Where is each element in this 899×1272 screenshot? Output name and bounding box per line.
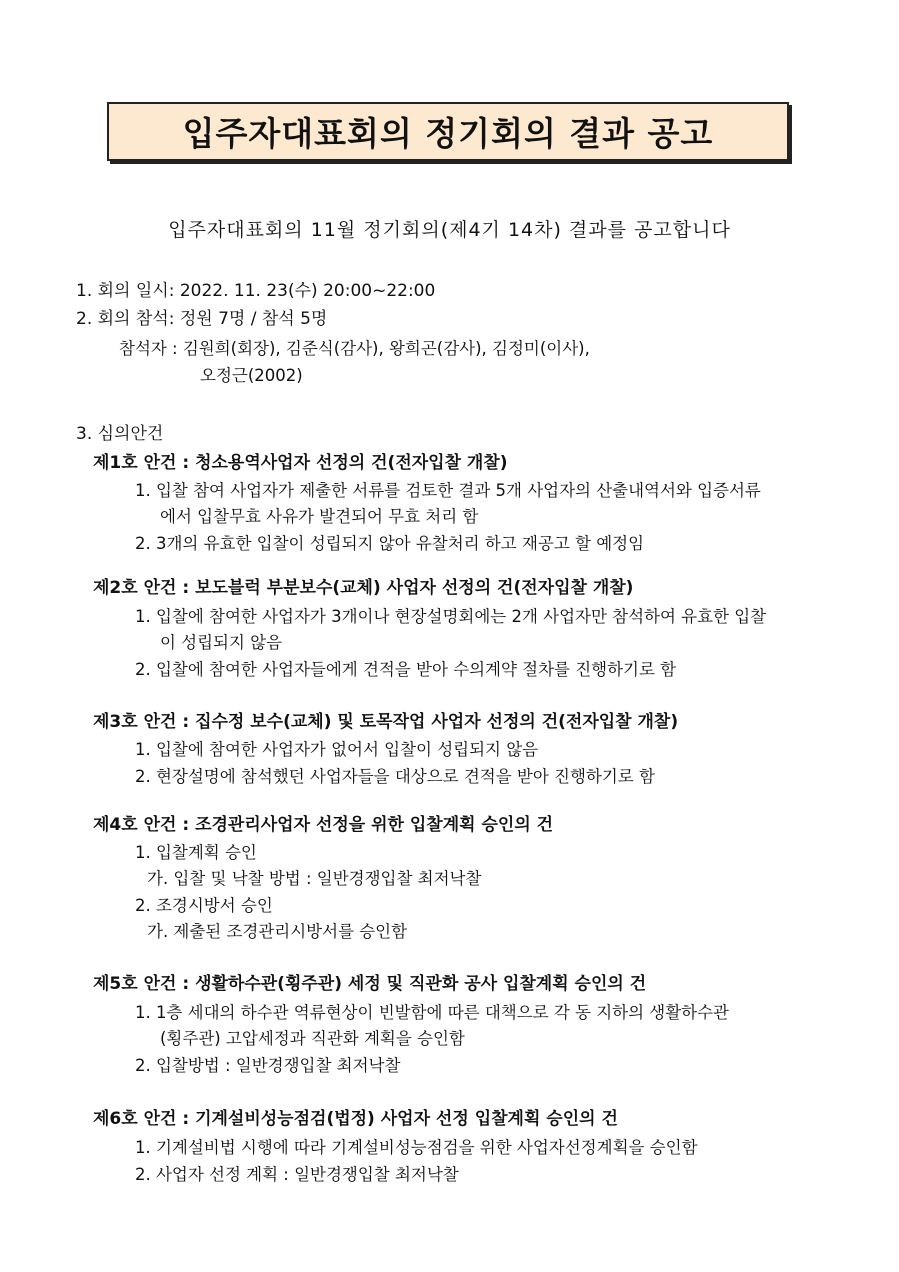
- attendees-line-2: 오정근(2002): [200, 366, 303, 385]
- agenda-2-line: 1. 입찰에 참여한 사업자가 3개이나 현장설명회에는 2개 사업자만 참석하여 유효한 입찰: [135, 607, 767, 626]
- agenda-5-title: 제5호 안건 : 생활하수관(횡주관) 세정 및 직관화 공사 입찰계획 승인의 건: [93, 974, 647, 994]
- agenda-5-line: 1. 1층 세대의 하수관 역류현상이 빈발함에 따른 대책으로 각 동 지하의 생활하수관: [135, 1003, 729, 1022]
- agenda-1-line: 2. 3개의 유효한 입찰이 성립되지 않아 유찰처리 하고 재공고 할 예정임: [135, 534, 645, 553]
- subtitle: 입주자대표회의 11월 정기회의(제4기 14차) 결과를 공고합니다: [168, 219, 731, 241]
- agenda-4-line: 1. 입찰계획 승인: [135, 843, 257, 862]
- agenda-4-line: 가. 제출된 조경관리시방서를 승인함: [147, 922, 408, 941]
- agenda-6-title: 제6호 안건 : 기계설비성능점검(법정) 사업자 선정 입찰계획 승인의 건: [93, 1109, 618, 1129]
- agenda-2-line: 이 성립되지 않음: [160, 633, 283, 652]
- title-box: [107, 102, 789, 161]
- agenda-6-line: 2. 사업자 선정 계획 : 일반경쟁입찰 최저낙찰: [135, 1165, 459, 1184]
- agenda-2-title: 제2호 안건 : 보도블럭 부분보수(교체) 사업자 선정의 건(전자입찰 개찰): [93, 578, 634, 598]
- agenda-4-title: 제4호 안건 : 조경관리사업자 선정을 위한 입찰계획 승인의 건: [93, 815, 554, 835]
- agenda-5-line: 2. 입찰방법 : 일반경쟁입찰 최저낙찰: [135, 1056, 401, 1075]
- page-title: 입주자대표회의 정기회의 결과 공고: [182, 114, 714, 153]
- meeting-datetime: 1. 회의 일시: 2022. 11. 23(수) 20:00~22:00: [76, 281, 436, 301]
- agenda-2-line: 2. 입찰에 참여한 사업자들에게 견적을 받아 수의계약 절차를 진행하기로 함: [135, 660, 677, 679]
- meeting-attendance: 2. 회의 참석: 정원 7명 / 참석 5명: [76, 309, 328, 329]
- agenda-4-line: 2. 조경시방서 승인: [135, 896, 273, 915]
- agenda-4-line: 가. 입찰 및 낙찰 방법 : 일반경쟁입찰 최저낙찰: [147, 869, 482, 888]
- agenda-5-line: (횡주관) 고압세정과 직관화 계획을 승인함: [160, 1029, 465, 1048]
- deliberation-heading: 3. 심의안건: [76, 424, 164, 444]
- agenda-3-line: 1. 입찰에 참여한 사업자가 없어서 입찰이 성립되지 않음: [135, 740, 539, 759]
- agenda-1-line: 에서 입찰무효 사유가 발견되어 무효 처리 함: [160, 507, 479, 526]
- agenda-6-line: 1. 기계설비법 시행에 따라 기계설비성능점검을 위한 사업자선정계획을 승인함: [135, 1138, 698, 1157]
- agenda-1-line: 1. 입찰 참여 사업자가 제출한 서류를 검토한 결과 5개 사업자의 산출내역서와 입증서류: [135, 481, 761, 500]
- attendees-line-1: 참석자 : 김원희(회장), 김준식(감사), 왕희곤(감사), 김정미(이사),: [119, 339, 590, 358]
- agenda-1-title: 제1호 안건 : 청소용역사업자 선정의 건(전자입찰 개찰): [93, 453, 508, 473]
- agenda-3-line: 2. 현장설명에 참석했던 사업자들을 대상으로 견적을 받아 진행하기로 함: [135, 767, 655, 786]
- agenda-3-title: 제3호 안건 : 집수정 보수(교체) 및 토목작업 사업자 선정의 건(전자입찰 개찰): [93, 712, 679, 732]
